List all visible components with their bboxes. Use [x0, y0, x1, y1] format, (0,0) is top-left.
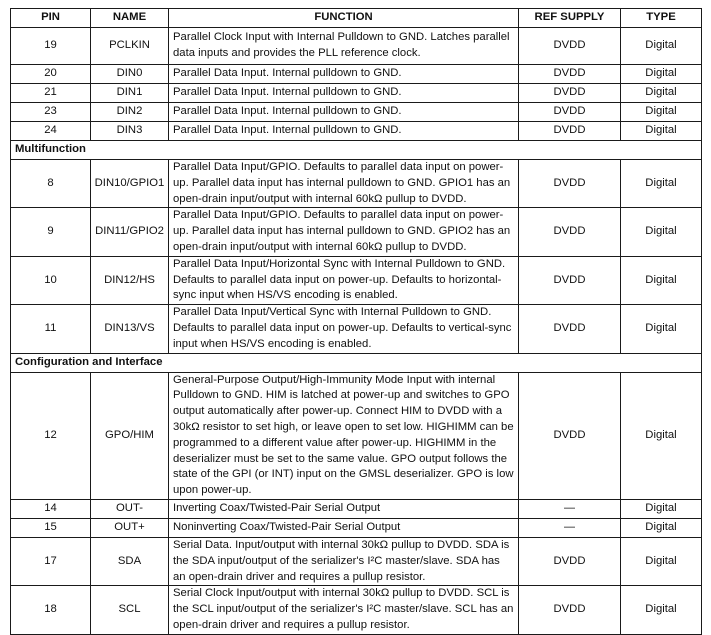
pin-cell: 23 — [11, 103, 91, 122]
type-cell: Digital — [621, 84, 702, 103]
table-row — [11, 305, 702, 353]
ref-cell: DVDD — [519, 65, 621, 84]
header-function: FUNCTION — [169, 9, 519, 28]
type-cell: Digital — [621, 122, 702, 141]
function-cell: Serial Data. Input/output with internal 30kΩ pullup to DVDD. SDA is the SDA input/output of the serializer's I²C master/slave. SDA has an open-drain driver and requires a pullup resistor. — [169, 537, 519, 585]
name-cell: DIN3 — [91, 122, 169, 141]
header-pin: PIN — [11, 9, 91, 28]
table-row — [11, 518, 702, 537]
section-title: Configuration and Interface — [11, 353, 702, 372]
pin-cell: 9 — [11, 208, 91, 256]
pin-cell: 20 — [11, 65, 91, 84]
type-cell: Digital — [621, 208, 702, 256]
name-cell: SCL — [91, 586, 169, 634]
name-cell: OUT+ — [91, 518, 169, 537]
ref-cell: DVDD — [519, 208, 621, 256]
ref-cell: DVDD — [519, 84, 621, 103]
type-cell: Digital — [621, 586, 702, 634]
table-row — [11, 208, 702, 256]
function-cell: Parallel Clock Input with Internal Pulldown to GND. Latches parallel data inputs and provides the PLL reference clock. — [169, 28, 519, 65]
function-cell: Parallel Data Input/Horizontal Sync with Internal Pulldown to GND. Defaults to parallel data input on power-up. Defaults to horizontal-sync input when HS/VS encoding is enabled. — [169, 256, 519, 304]
ref-cell: DVDD — [519, 256, 621, 304]
name-cell: DIN1 — [91, 84, 169, 103]
pin-cell: 8 — [11, 160, 91, 208]
table-row — [11, 160, 702, 208]
ref-cell: DVDD — [519, 586, 621, 634]
table-row — [11, 65, 702, 84]
ref-cell: DVDD — [519, 537, 621, 585]
type-cell: Digital — [621, 518, 702, 537]
pin-cell: 14 — [11, 499, 91, 518]
function-cell: Noninverting Coax/Twisted-Pair Serial Output — [169, 518, 519, 537]
table-row — [11, 256, 702, 304]
pin-cell: 19 — [11, 28, 91, 65]
pin-cell: 12 — [11, 372, 91, 499]
function-cell: Parallel Data Input/GPIO. Defaults to parallel data input on power-up. Parallel data input has internal pulldown to GND. GPIO2 has an open-drain input/output with internal 60kΩ pullup to DVDD. — [169, 208, 519, 256]
header-name: NAME — [91, 9, 169, 28]
pin-cell: 17 — [11, 537, 91, 585]
pin-cell: 24 — [11, 122, 91, 141]
function-cell: Inverting Coax/Twisted-Pair Serial Output — [169, 499, 519, 518]
pin-description-table — [10, 8, 702, 635]
name-cell: PCLKIN — [91, 28, 169, 65]
ref-cell: — — [519, 518, 621, 537]
function-cell: Parallel Data Input. Internal pulldown to GND. — [169, 122, 519, 141]
type-cell: Digital — [621, 103, 702, 122]
section-row-configuration — [11, 353, 702, 372]
section-title: Multifunction — [11, 141, 702, 160]
name-cell: DIN11/GPIO2 — [91, 208, 169, 256]
header-type: TYPE — [621, 9, 702, 28]
name-cell: GPO/HIM — [91, 372, 169, 499]
name-cell: DIN12/HS — [91, 256, 169, 304]
header-row — [11, 9, 702, 28]
pin-cell: 15 — [11, 518, 91, 537]
function-cell: Parallel Data Input. Internal pulldown to GND. — [169, 103, 519, 122]
type-cell: Digital — [621, 499, 702, 518]
ref-cell: DVDD — [519, 305, 621, 353]
type-cell: Digital — [621, 305, 702, 353]
name-cell: DIN2 — [91, 103, 169, 122]
name-cell: DIN10/GPIO1 — [91, 160, 169, 208]
name-cell: OUT- — [91, 499, 169, 518]
function-cell: General-Purpose Output/High-Immunity Mode Input with internal Pulldown to GND. HIM is latched at power-up and switches to GPO output automatically after power-up. Connect HIM to DVDD with a 30kΩ resistor to set high, or leave open to set low. HIGHIMM can be programmed to a different value after power-up. HIGHIMM in the deserializer must be set to the same value. GPO output follows the state of the GPI (or INT) input on the GMSL deserializer. GPO is low upon power-up. — [169, 372, 519, 499]
name-cell: DIN13/VS — [91, 305, 169, 353]
function-cell: Parallel Data Input/Vertical Sync with Internal Pulldown to GND. Defaults to parallel data input on power-up. Defaults to vertical-sync input when HS/VS encoding is enabled. — [169, 305, 519, 353]
type-cell: Digital — [621, 372, 702, 499]
ref-cell: DVDD — [519, 160, 621, 208]
function-cell: Serial Clock Input/output with internal 30kΩ pullup to DVDD. SCL is the SCL input/output of the serializer's I²C master/slave. SCL has an open-drain driver and requires a pullup resistor. — [169, 586, 519, 634]
function-cell: Parallel Data Input. Internal pulldown to GND. — [169, 65, 519, 84]
name-cell: DIN0 — [91, 65, 169, 84]
type-cell: Digital — [621, 160, 702, 208]
table-row — [11, 372, 702, 499]
pin-cell: 11 — [11, 305, 91, 353]
pin-cell: 21 — [11, 84, 91, 103]
type-cell: Digital — [621, 256, 702, 304]
ref-cell: — — [519, 499, 621, 518]
continued-heading-fragment — [0, 0, 711, 6]
ref-cell: DVDD — [519, 372, 621, 499]
table-row — [11, 28, 702, 65]
ref-cell: DVDD — [519, 103, 621, 122]
pin-cell: 18 — [11, 586, 91, 634]
table-row — [11, 84, 702, 103]
type-cell: Digital — [621, 28, 702, 65]
ref-cell: DVDD — [519, 122, 621, 141]
pin-cell: 10 — [11, 256, 91, 304]
name-cell: SDA — [91, 537, 169, 585]
type-cell: Digital — [621, 537, 702, 585]
ref-cell: DVDD — [519, 28, 621, 65]
header-ref-supply: REF SUPPLY — [519, 9, 621, 28]
table-row — [11, 586, 702, 634]
function-cell: Parallel Data Input. Internal pulldown to GND. — [169, 84, 519, 103]
table-row — [11, 537, 702, 585]
table-row — [11, 103, 702, 122]
type-cell: Digital — [621, 65, 702, 84]
table-row — [11, 122, 702, 141]
function-cell: Parallel Data Input/GPIO. Defaults to parallel data input on power-up. Parallel data input has internal pulldown to GND. GPIO1 has an open-drain input/output with internal 60kΩ pullup to DVDD. — [169, 160, 519, 208]
section-row-multifunction — [11, 141, 702, 160]
table-row — [11, 499, 702, 518]
